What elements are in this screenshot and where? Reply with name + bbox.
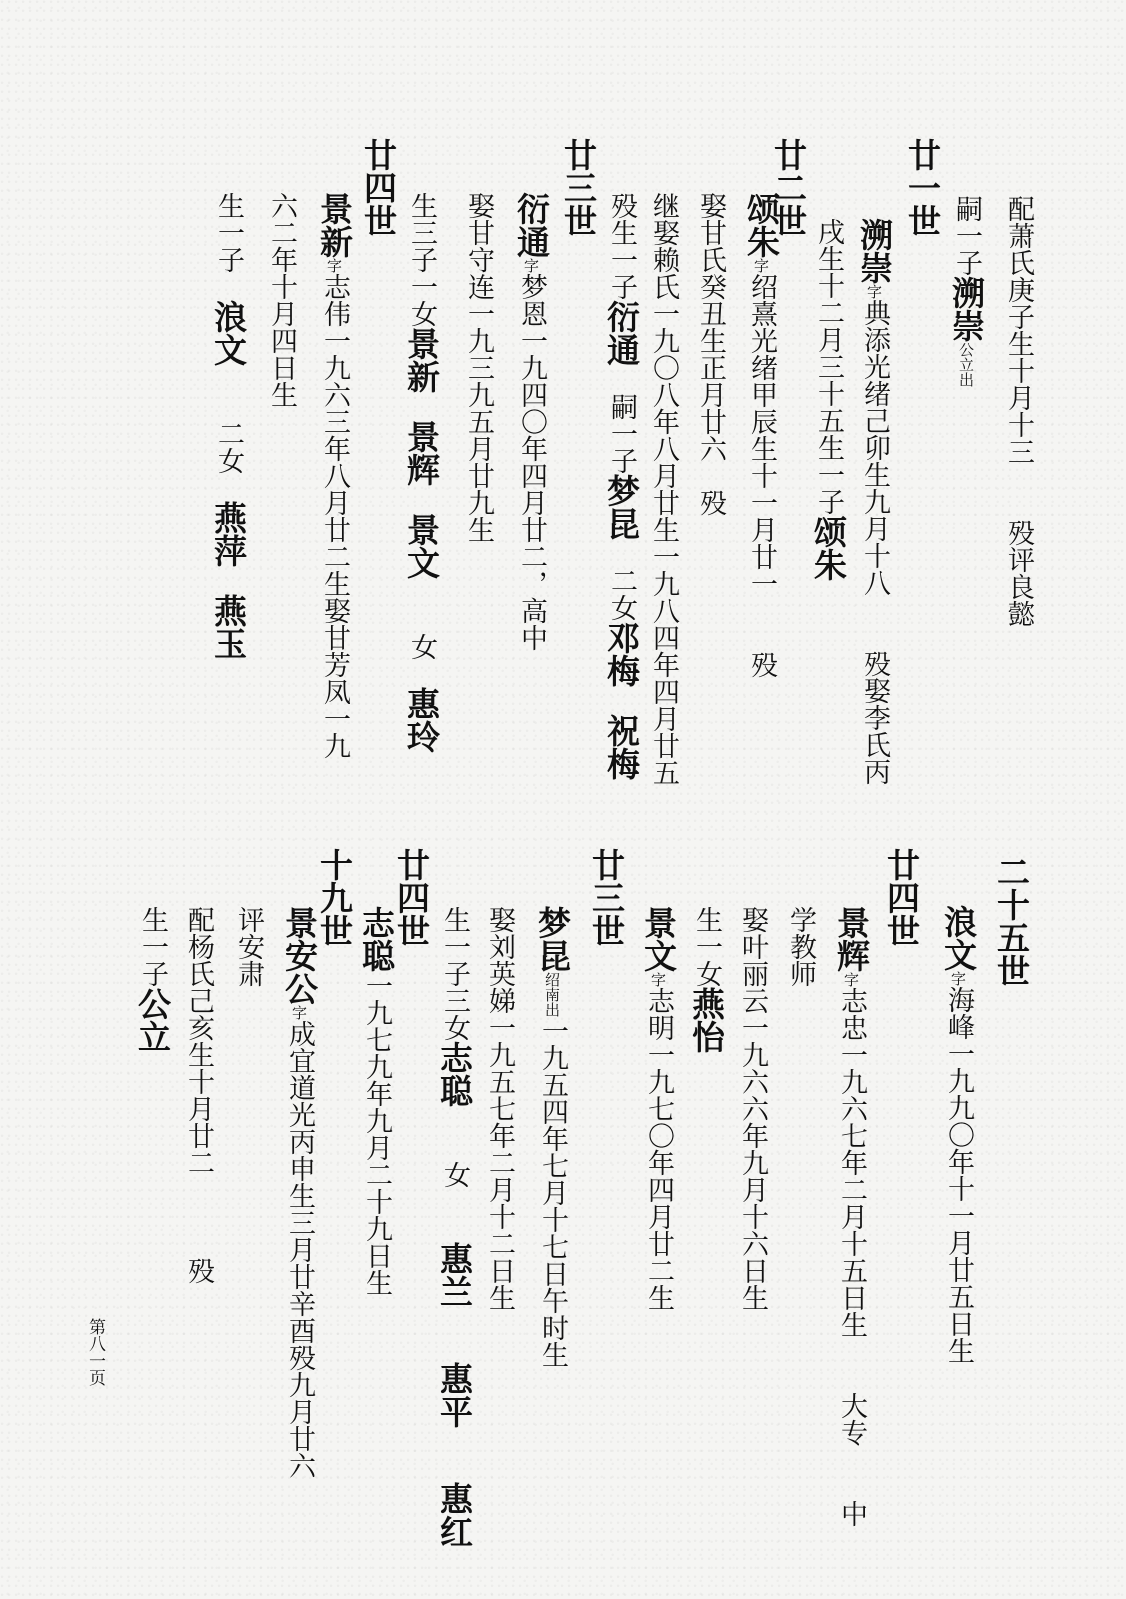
generation-heading: 廿一世 xyxy=(903,138,942,237)
person-name: 惠玲 xyxy=(402,687,441,753)
person-name: 浪文 xyxy=(209,300,248,366)
text-run xyxy=(606,540,637,567)
text-run: 生一子 xyxy=(137,906,168,987)
small-annotation: 字 xyxy=(842,972,860,987)
upper-column-13 xyxy=(465,192,492,543)
person-name: 景文 xyxy=(402,513,441,579)
text-run: 生一女 xyxy=(691,906,722,987)
text-run: 娶甘守连一九三九五月廿九生 xyxy=(463,192,494,543)
text-run: 一九五四年七月十七日午时生 xyxy=(537,1017,568,1368)
lower-column-6 xyxy=(739,906,766,1311)
text-run xyxy=(836,1446,867,1500)
small-annotation: 绍南出 xyxy=(543,972,561,1017)
person-name: 颂朱 xyxy=(809,515,848,581)
person-name: 衍通 xyxy=(602,300,641,366)
person-name: 邓梅 xyxy=(602,621,641,687)
text-run: 生一子 xyxy=(213,192,244,273)
small-annotation: 字 xyxy=(325,258,343,273)
text-run: 二女 xyxy=(606,567,637,621)
text-run: 殁 xyxy=(695,489,726,516)
person-name: 景新 xyxy=(315,192,354,258)
upper-column-1 xyxy=(1005,195,1032,627)
lower-column-12 xyxy=(435,906,474,1548)
person-name: 公立 xyxy=(133,987,172,1053)
lower-column-3 xyxy=(882,848,921,947)
upper-column-11 xyxy=(559,138,598,237)
text-run: 梦恩一九四〇年四月廿二，高中 xyxy=(516,273,547,651)
lower-column-18 xyxy=(185,906,212,1284)
person-name: 溯崇 xyxy=(947,276,986,342)
text-run xyxy=(439,1188,470,1242)
generation-heading: 廿四世 xyxy=(359,138,398,237)
text-run: 志伟一九六三年八月廿二生娶甘芳凤一九 xyxy=(319,273,350,759)
person-name: 燕怡 xyxy=(687,987,726,1053)
text-run xyxy=(213,567,244,594)
text-run xyxy=(836,1338,867,1392)
text-run xyxy=(859,596,890,650)
upper-column-18 xyxy=(209,192,248,660)
person-name: 溯崇 xyxy=(855,218,894,284)
text-run: 二女 xyxy=(213,420,244,474)
lower-column-10 xyxy=(533,906,572,1368)
upper-column-17 xyxy=(268,192,295,408)
person-name: 景安公 xyxy=(280,906,319,1005)
upper-column-2 xyxy=(947,195,986,387)
small-annotation: 字 xyxy=(522,258,540,273)
lower-column-1 xyxy=(992,855,1031,987)
text-run: 娶叶丽云一九六六年九月十六日生 xyxy=(737,906,768,1311)
text-run: 娶甘氏癸丑生正月廿六 xyxy=(695,192,726,462)
person-name: 惠红 xyxy=(435,1482,474,1548)
lower-column-9 xyxy=(587,848,626,947)
text-run xyxy=(439,1107,470,1161)
upper-column-16 xyxy=(315,192,354,759)
text-run: 女 xyxy=(406,633,437,660)
generation-heading: 廿三世 xyxy=(587,848,626,947)
person-name: 燕玉 xyxy=(209,594,248,660)
person-name: 志聪 xyxy=(357,906,396,972)
small-annotation: 字 xyxy=(290,1005,308,1020)
text-run: 嗣一子 xyxy=(951,195,982,276)
person-name: 梦昆 xyxy=(602,474,641,540)
lower-column-19 xyxy=(133,906,172,1053)
text-run: 中 xyxy=(836,1500,867,1527)
text-run: 娶刘英娣一九五七年二月十二日生 xyxy=(484,906,515,1311)
person-name: 景新 xyxy=(402,327,441,393)
text-run: 大专 xyxy=(836,1392,867,1446)
generation-heading: 二十五世 xyxy=(992,855,1031,987)
upper-column-5 xyxy=(809,218,848,581)
lower-column-13 xyxy=(392,848,431,947)
lower-column-4 xyxy=(832,906,871,1527)
page-number: 第八一页 xyxy=(85,1318,105,1386)
text-run xyxy=(606,366,637,393)
text-run: 绍熹光绪甲辰生十一月廿一 xyxy=(746,273,777,597)
generation-heading: 廿三世 xyxy=(559,138,598,237)
upper-column-14 xyxy=(402,192,441,753)
upper-column-4 xyxy=(855,218,894,785)
text-run: 配萧氏庚子生十月十三 xyxy=(1003,195,1034,465)
text-run xyxy=(213,366,244,420)
text-run xyxy=(213,474,244,501)
lower-column-16 xyxy=(280,906,319,1479)
small-annotation: 字 xyxy=(949,971,967,986)
small-annotation: 字 xyxy=(865,284,883,299)
upper-column-10 xyxy=(602,192,641,780)
text-run xyxy=(406,486,437,513)
text-run xyxy=(695,462,726,489)
person-name: 景文 xyxy=(639,906,678,972)
text-run: 女 xyxy=(439,1161,470,1188)
text-run: 一九七九年九月二十九日生 xyxy=(361,972,392,1296)
lower-column-14 xyxy=(357,906,396,1296)
text-run: 志忠一九六七年二月十五日生 xyxy=(836,987,867,1338)
text-run: 嗣一子 xyxy=(606,393,637,474)
person-name: 燕萍 xyxy=(209,501,248,567)
lower-column-17 xyxy=(235,906,262,987)
text-run: 评安肃 xyxy=(233,906,264,987)
text-run: 志明一九七〇年四月廿二生 xyxy=(643,987,674,1311)
lower-column-8 xyxy=(639,906,678,1311)
text-run: 戌生十二月三十五生一子 xyxy=(813,218,844,515)
text-run: 学教师 xyxy=(785,906,816,987)
person-name: 梦昆 xyxy=(533,906,572,972)
text-run xyxy=(606,687,637,714)
text-run: 殁 xyxy=(183,1257,214,1284)
person-name: 衍通 xyxy=(512,192,551,258)
person-name: 景辉 xyxy=(832,906,871,972)
text-run: 殁生一子 xyxy=(606,192,637,300)
small-annotation: 字 xyxy=(649,972,667,987)
text-run: 殁评良懿 xyxy=(1003,519,1034,627)
person-name: 浪文 xyxy=(939,905,978,971)
upper-column-3 xyxy=(903,138,942,237)
text-run: 成宜道光丙申生三月廿辛酉殁九月廿六 xyxy=(284,1020,315,1479)
text-run: 配杨氏己亥生十月廿二 xyxy=(183,906,214,1176)
lower-column-5 xyxy=(787,906,814,987)
person-name: 惠平 xyxy=(435,1362,474,1428)
text-run: 海峰一九九〇年十一月廿五日生 xyxy=(943,986,974,1364)
person-name: 景辉 xyxy=(402,420,441,486)
text-run xyxy=(406,660,437,687)
text-run: 生三子一女 xyxy=(406,192,437,327)
generation-heading: 廿四世 xyxy=(882,848,921,947)
lower-column-11 xyxy=(486,906,513,1311)
generation-heading: 十九世 xyxy=(315,848,354,947)
text-run: 殁 xyxy=(746,651,777,678)
text-run xyxy=(439,1308,470,1362)
upper-column-8 xyxy=(697,192,724,516)
small-annotation: 公立出 xyxy=(957,342,975,387)
person-name: 颂朱 xyxy=(742,192,781,258)
person-name: 志聪 xyxy=(435,1041,474,1107)
person-name: 惠兰 xyxy=(435,1242,474,1308)
text-run xyxy=(746,597,777,651)
upper-column-15 xyxy=(359,138,398,237)
person-name: 祝梅 xyxy=(602,714,641,780)
text-run: 六二年十月四日生 xyxy=(266,192,297,408)
text-run xyxy=(406,393,437,420)
lower-column-15 xyxy=(315,848,354,947)
text-run xyxy=(213,273,244,300)
generation-heading: 廿二世 xyxy=(769,138,808,237)
text-run xyxy=(1003,465,1034,519)
text-run xyxy=(183,1176,214,1257)
upper-column-7 xyxy=(742,192,781,678)
text-run: 典添光绪己卯生九月十八 xyxy=(859,299,890,596)
lower-column-2 xyxy=(939,905,978,1364)
text-run xyxy=(439,1428,470,1482)
upper-column-12 xyxy=(512,192,551,651)
small-annotation: 字 xyxy=(752,258,770,273)
text-run: 殁娶李氏丙 xyxy=(859,650,890,785)
generation-heading: 廿四世 xyxy=(392,848,431,947)
upper-column-9 xyxy=(650,192,677,786)
lower-column-7 xyxy=(687,906,726,1053)
text-run: 生一子三女 xyxy=(439,906,470,1041)
text-run: 继娶赖氏一九〇八年八月廿生一九八四年四月廿五 xyxy=(648,192,679,786)
text-run xyxy=(406,579,437,633)
